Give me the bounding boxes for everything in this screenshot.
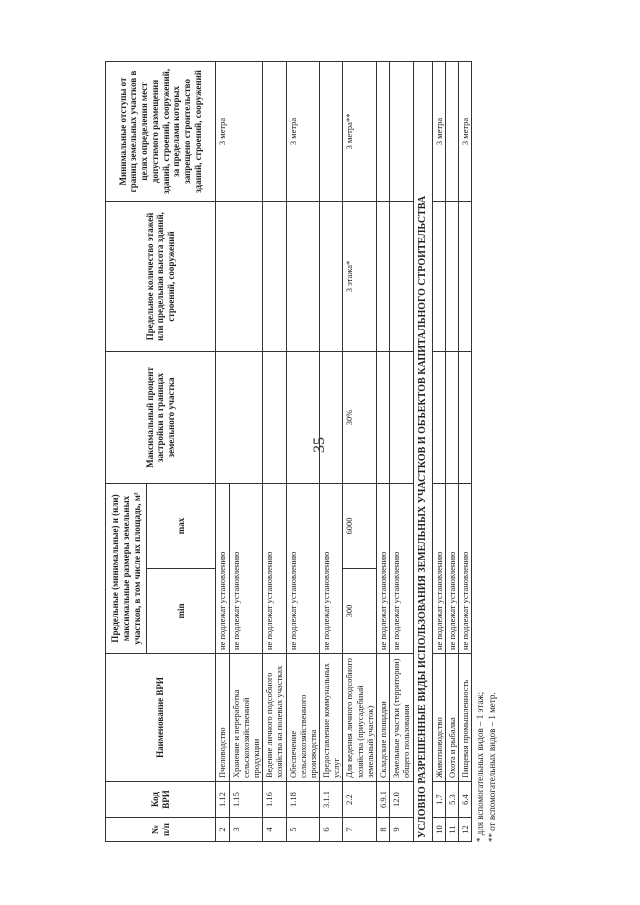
table-row: [432, 61, 445, 841]
row-percent-empty: [458, 351, 471, 483]
row-setback-group-a: 3 метра: [216, 61, 263, 201]
row-code: 1.18: [286, 782, 320, 818]
page-number: 35: [311, 437, 328, 453]
row-name: Для ведения личного подсобного хозяйства (приусадебный земельный участок): [343, 654, 377, 782]
footnotes: [475, 62, 498, 842]
header-percent: Максимальный процент застройки в границах земельного участка: [106, 351, 216, 483]
header-setback: Минимальные отступы от границ земельных участков в целях определения мест допустимого размещения зданий, строений, сооружений, за пределами которых запрещено строительство зданий, строений, сооружений: [106, 61, 216, 201]
row-area: не подлежат установлению: [263, 483, 286, 653]
row-floors-empty: [390, 201, 413, 351]
footnote-floors: * для вспомогательных видов – 1 этаж;: [475, 691, 486, 842]
row-percent-empty: [263, 351, 286, 483]
row-setback: [445, 61, 458, 201]
row-code: 6.9.1: [377, 782, 390, 818]
row-area: не подлежат установлению: [458, 483, 471, 653]
row-floors: 3 этажа*: [343, 201, 377, 351]
header-num: № п/п: [106, 818, 216, 842]
row-name: Обеспечение сельскохозяйственного производства: [286, 654, 320, 782]
row-num: 8: [377, 818, 390, 842]
row-floors-empty: [263, 201, 286, 351]
row-num: 11: [445, 818, 458, 842]
header-floors: Предельное количество этажей или предельная высота зданий, строений, сооружений: [106, 201, 216, 351]
row-code: 3.1.1: [320, 782, 343, 818]
row-floors-empty: [216, 201, 263, 351]
header-name: Наименование ВРИ: [106, 654, 216, 782]
table-row: [286, 61, 320, 841]
row-floors-empty: [432, 201, 445, 351]
header-code: Код ВРИ: [106, 782, 216, 818]
row-percent-empty: [432, 351, 445, 483]
row-floors-empty: [445, 201, 458, 351]
row-area: не подлежат установлению: [216, 483, 229, 653]
row-setback-empty: [320, 61, 343, 201]
row-percent-empty: [286, 351, 320, 483]
header-row: [106, 61, 147, 841]
row-code: 1.16: [263, 782, 286, 818]
row-code: 6.4: [458, 782, 471, 818]
row-name: Животноводство: [432, 654, 445, 782]
row-num: 2: [216, 818, 229, 842]
row-name: Пчеловодство: [216, 654, 229, 782]
row-area: не подлежат установлению: [286, 483, 320, 653]
row-code: 12.0: [390, 782, 413, 818]
row-num: 12: [458, 818, 471, 842]
row-name: Земельные участки (территории) общего пользования: [390, 654, 413, 782]
row-code: 1.12: [216, 782, 229, 818]
row-area: не подлежат установлению: [445, 483, 458, 653]
row-setback-empty: [377, 61, 390, 201]
row-min: 300: [343, 569, 377, 654]
row-area: не подлежат установлению: [432, 483, 445, 653]
table-row: [343, 61, 377, 841]
row-code: 2.2: [343, 782, 377, 818]
footnote-setback: ** от вспомогательных видов – 1 метр.: [486, 692, 497, 842]
row-code: 5.3: [445, 782, 458, 818]
table-row: [445, 61, 458, 841]
row-percent-empty: [390, 351, 413, 483]
row-floors-empty: [320, 201, 343, 351]
row-num: 3: [229, 818, 263, 842]
table-row: [320, 61, 343, 841]
table-row: [390, 61, 413, 841]
row-setback-group-b: 3 метра: [286, 61, 320, 201]
zoning-table: [105, 61, 472, 842]
row-name: Пищевая промышленность: [458, 654, 471, 782]
row-num: 6: [320, 818, 343, 842]
row-name: Складские площадки: [377, 654, 390, 782]
row-floors-empty: [458, 201, 471, 351]
row-floors-empty: [377, 201, 390, 351]
header-area-group: Предельные (минимальные) и (или) максимальные размеры земельных участков, в том числе их площадь, м²: [106, 483, 147, 653]
section-row: [413, 61, 432, 841]
row-setback: 3 метра: [432, 61, 445, 201]
row-num: 4: [263, 818, 286, 842]
row-setback: 3 метра: [458, 61, 471, 201]
row-area: не подлежат установлению: [390, 483, 413, 653]
row-code: 1.15: [229, 782, 263, 818]
row-area: не подлежат установлению: [377, 483, 390, 653]
row-name: Ведение личного подсобного хозяйства на полевых участках: [263, 654, 286, 782]
row-max: 6000: [343, 483, 377, 568]
table-row: [263, 61, 286, 841]
table-row: [377, 61, 390, 841]
row-num: 10: [432, 818, 445, 842]
row-area: не подлежат установлению: [229, 483, 263, 653]
row-percent-empty: [445, 351, 458, 483]
row-percent-empty: [377, 351, 390, 483]
row-floors-empty: [286, 201, 320, 351]
table-row: [216, 61, 229, 841]
header-max: max: [147, 483, 216, 568]
row-name: Предоставление коммунальных услуг: [320, 654, 343, 782]
row-name: Хранение и переработка сельскохозяйственной продукции: [229, 654, 263, 782]
row-percent: 30%: [343, 351, 377, 483]
row-num: 9: [390, 818, 413, 842]
row-percent-empty: [320, 351, 343, 483]
header-min: min: [147, 569, 216, 654]
row-setback-empty: [390, 61, 413, 201]
rotated-table-container: [105, 62, 535, 842]
row-name: Охота и рыбалка: [445, 654, 458, 782]
row-num: 5: [286, 818, 320, 842]
row-area: не подлежат установлению: [320, 483, 343, 653]
row-setback: 3 метра**: [343, 61, 377, 201]
row-percent-empty: [216, 351, 263, 483]
row-num: 7: [343, 818, 377, 842]
section-title: УСЛОВНО РАЗРЕШЕННЫЕ ВИДЫ ИСПОЛЬЗОВАНИЯ ЗЕМЕЛЬНЫХ УЧАСТКОВ И ОБЪЕКТОВ КАПИТАЛЬНОГО СТРОИТЕЛЬСТВА: [413, 61, 432, 841]
row-setback-empty: [263, 61, 286, 201]
table-row: [458, 61, 471, 841]
row-code: 1.7: [432, 782, 445, 818]
